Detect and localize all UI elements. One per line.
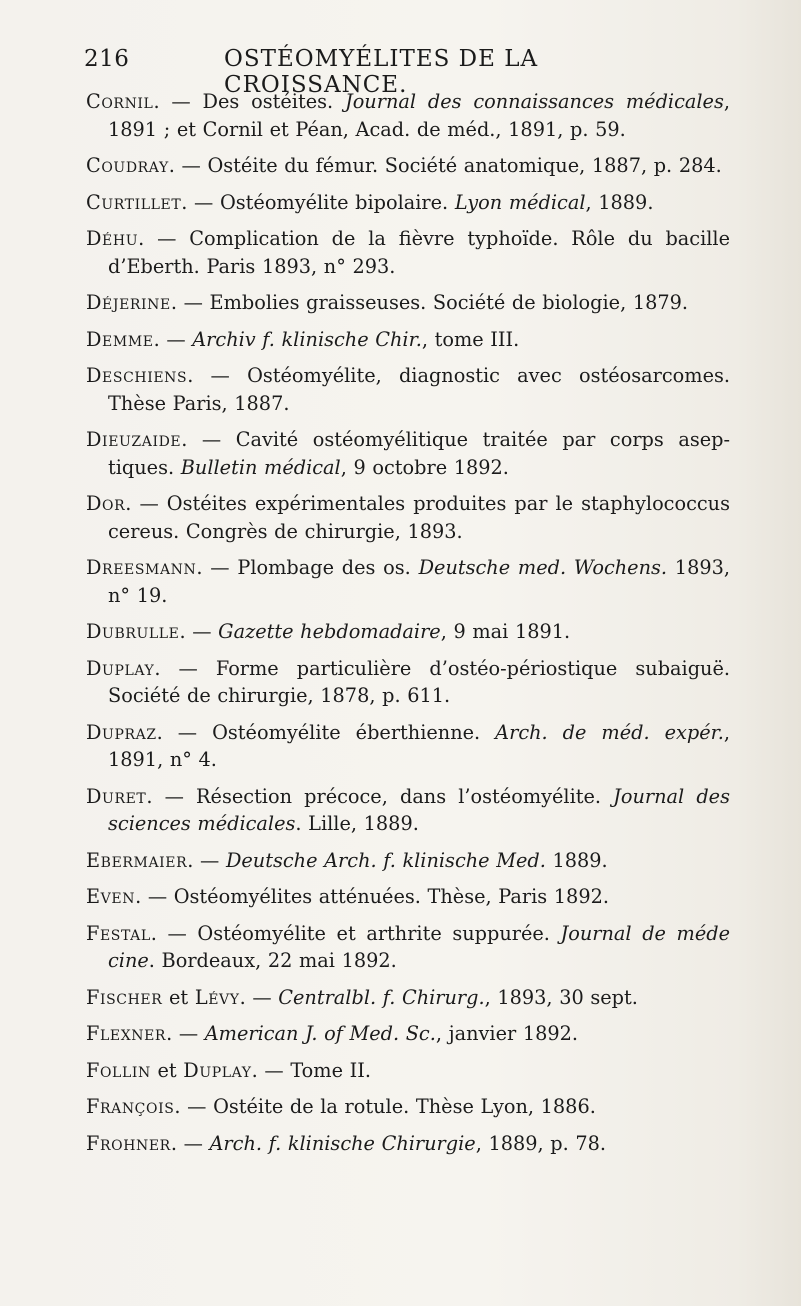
- entry-details: , 1893, 30 sept.: [484, 985, 638, 1009]
- entry-separator: . —: [154, 656, 216, 680]
- entry-separator: . —: [125, 492, 167, 515]
- entry-details: , 1891, n° 4.: [108, 720, 731, 771]
- entry-author: Déhu: [86, 227, 139, 250]
- entry-text: Ostéomyélite éberthienne.: [212, 720, 496, 744]
- bibliography-entry: [86, 289, 730, 317]
- entry-text: Ostéite du fémur. Société anatomique, 1887, p. 284.: [207, 154, 722, 177]
- entry-text: Ostéomyélite et arthrite suppurée.: [197, 921, 561, 945]
- entry-details: , tome III.: [421, 327, 520, 351]
- entry-author: Festal: [86, 921, 151, 945]
- entry-separator: . —: [138, 227, 190, 250]
- entry-text: Embolies graisseuses. Société de biologie, 1879.: [209, 291, 689, 314]
- entry-coauthor: Lévy: [194, 985, 240, 1009]
- entry-text: Ostéomyélite, diagnostic avec ostéosarcomes. Thèse Paris, 1887.: [108, 364, 730, 415]
- bibliography-entry: [86, 554, 730, 609]
- bibliography-entry: [86, 225, 730, 280]
- entry-details: . Lille, 1889.: [295, 812, 419, 835]
- entry-title: Deutsche Arch. f. klinische Med.: [225, 848, 546, 872]
- entry-separator: . —: [146, 784, 197, 808]
- entry-author: Demme: [86, 327, 154, 351]
- entry-separator: . —: [170, 1131, 210, 1155]
- entry-separator: . —: [181, 190, 220, 214]
- entry-title: Archiv f. klinische Chir.: [192, 327, 422, 351]
- bibliography-entry: [86, 618, 730, 646]
- entry-separator: . —: [251, 1058, 291, 1082]
- entry-text: Ostéites expérimentales produites par le staphylococcus cereus. Congrès de chirurgie, 1893.: [108, 492, 730, 543]
- entry-author: Cornil: [86, 90, 154, 113]
- entry-details: , 9 mai 1891.: [440, 620, 571, 643]
- entry-title: Gazette hebdomadaire: [218, 620, 441, 643]
- entry-separator: . —: [174, 1095, 214, 1118]
- entry-separator: . —: [153, 90, 203, 113]
- bibliography-entry: [86, 189, 730, 217]
- entry-author: Ebermaier: [86, 848, 188, 872]
- page-header: [84, 46, 724, 98]
- entry-title: Journal de méde cine: [108, 921, 731, 972]
- bibliography-entry: [86, 1093, 730, 1121]
- entry-separator: . —: [196, 556, 238, 579]
- bibliography-entry: [86, 920, 730, 975]
- entry-title: American J. of Med. Sc.: [204, 1022, 436, 1045]
- bibliography-entry: [86, 362, 730, 417]
- entry-author: Dieuzaide: [86, 428, 182, 451]
- bibliography-entry: [86, 1057, 730, 1085]
- running-title: OSTÉOMYÉLITES DE LA CROISSANCE.: [224, 46, 539, 98]
- entry-author: Dor: [86, 492, 126, 515]
- entry-author: Frohner: [86, 1131, 171, 1155]
- entry-details: Tome II.: [290, 1058, 371, 1082]
- entry-text: Ostéite de la rotule. Thèse Lyon, 1886.: [213, 1095, 596, 1118]
- bibliography-list: [86, 88, 730, 1166]
- entry-title: Lyon médical: [454, 190, 586, 214]
- entry-title: Centralbl. f. Chirurg.: [278, 985, 485, 1009]
- bibliography-entry: [86, 152, 730, 180]
- entry-author: Dubrulle: [86, 620, 180, 643]
- bibliography-entry: [86, 984, 730, 1012]
- entry-author: Deschiens: [86, 364, 188, 387]
- entry-details: , 1891 ; et Cornil et Péan, Acad. de méd., 1891, p. 59.: [108, 90, 730, 141]
- entry-author: Follin: [86, 1058, 151, 1082]
- entry-text: Ostéomyélites atténuées. Thèse, Paris 1892.: [173, 885, 609, 908]
- bibliography-entry: [86, 1130, 730, 1158]
- entry-separator: . —: [181, 428, 236, 451]
- entry-details: 1893, n° 19.: [108, 556, 731, 607]
- entry-separator: . —: [179, 620, 219, 643]
- page-number: 216: [84, 46, 130, 72]
- entry-separator: . —: [187, 848, 226, 872]
- entry-separator: et: [162, 985, 195, 1009]
- entry-text: Forme particulière d’ostéo-périostique subaiguë. Société de chirurgie, 1878, p. 611.: [108, 656, 730, 707]
- entry-details: , janvier 1892.: [435, 1022, 579, 1045]
- entry-title: Journal des sciences médicales: [108, 784, 730, 835]
- entry-author: Flexner: [86, 1022, 167, 1045]
- entry-separator: . —: [239, 985, 279, 1009]
- entry-title: Deutsche med. Wochens.: [418, 556, 668, 579]
- bibliography-entry: [86, 847, 730, 875]
- entry-separator: . —: [166, 1022, 205, 1045]
- entry-text: Ostéomyélite bipolaire.: [219, 190, 455, 214]
- bibliography-entry: [86, 719, 730, 774]
- entry-separator: . —: [156, 720, 213, 744]
- entry-text: Résection précoce, dans l’ostéomyélite.: [196, 784, 614, 808]
- bibliography-entry: [86, 326, 730, 354]
- entry-text: Plombage des os.: [237, 556, 419, 579]
- entry-author: Fischer: [86, 985, 163, 1009]
- bibliography-entry: [86, 655, 730, 710]
- entry-separator: . —: [150, 921, 198, 945]
- entry-separator: . —: [187, 364, 248, 387]
- entry-author: Déjerine: [86, 291, 171, 314]
- entry-author: Duret: [86, 784, 147, 808]
- entry-author: Duplay: [86, 656, 155, 680]
- bibliography-entry: [86, 426, 730, 481]
- entry-title: Arch. f. klinische Chirurgie: [209, 1131, 476, 1155]
- entry-author: Curtillet: [86, 190, 182, 214]
- entry-author: Dreesmann: [86, 556, 197, 579]
- entry-author: Dupraz: [86, 720, 157, 744]
- entry-separator: . —: [168, 154, 208, 177]
- bibliography-entry: [86, 1020, 730, 1048]
- bibliography-entry: [86, 490, 730, 545]
- entry-author: Even: [86, 885, 136, 908]
- entry-text: Des ostéites.: [202, 90, 345, 113]
- bibliography-entry: [86, 783, 730, 838]
- entry-separator: . —: [153, 327, 193, 351]
- entry-text: Complication de la fièvre typhoïde. Rôle du bacille d’Eberth. Paris 1893, n° 293.: [108, 227, 731, 278]
- entry-separator: . —: [170, 291, 210, 314]
- entry-details: , 9 octobre 1892.: [340, 455, 509, 479]
- bibliography-entry: [86, 88, 730, 143]
- entry-details: , 1889, p. 78.: [475, 1131, 607, 1155]
- entry-coauthor: Duplay: [183, 1058, 252, 1082]
- entry-details: 1889.: [545, 848, 608, 872]
- entry-details: , 1889.: [585, 190, 654, 214]
- entry-title: Bulletin médical: [180, 455, 341, 479]
- entry-details: . Bordeaux, 22 mai 1892.: [148, 949, 397, 972]
- entry-separator: . —: [135, 885, 174, 908]
- entry-author: François: [86, 1095, 175, 1118]
- entry-text: Cavité ostéomyélitique traitée par corps aseptiques.: [108, 428, 730, 479]
- entry-title: Journal des connaissances médicales: [344, 90, 724, 113]
- entry-separator: et: [150, 1058, 184, 1082]
- entry-author: Coudray: [86, 154, 169, 177]
- entry-title: Arch. de méd. expér.: [495, 720, 724, 744]
- bibliography-entry: [86, 883, 730, 911]
